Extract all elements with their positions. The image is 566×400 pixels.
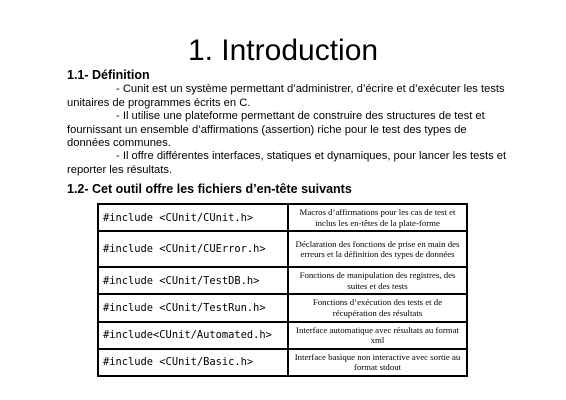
header-files-table [97, 203, 468, 377]
table-row [98, 349, 467, 376]
paragraph-definition [67, 83, 507, 110]
table-row [98, 204, 467, 231]
header-file-cell: #include <CUnit/TestDB.h> [98, 267, 288, 294]
paragraph-interfaces [67, 150, 507, 177]
header-description-cell: Fonctions de manipulation des registres, des suites et des tests [288, 267, 467, 294]
header-description-cell: Interface basique non interactive avec sortie au format stdout [288, 349, 467, 376]
table-row [98, 294, 467, 321]
header-file-cell: #include<CUnit/Automated.h> [98, 322, 288, 349]
section-heading-definition: 1.1- Définition [67, 68, 150, 82]
header-description-cell: Interface automatique avec résultats au format xml [288, 322, 467, 349]
header-description-cell: Macros d’affirmations pour les cas de test et inclus les en-têtes de la plate-forme [288, 204, 467, 231]
paragraph-text: - Il utilise une plateforme permettant de construire des structures de test et fournissant un ensemble d’affirmations (assertion) riche pour le test des types de données communes. [67, 110, 485, 150]
header-file-cell: #include <CUnit/TestRun.h> [98, 294, 288, 321]
table-row [98, 322, 467, 349]
slide-title: 1. Introduction [187, 34, 379, 67]
table-row [98, 267, 467, 294]
table-row [98, 231, 467, 267]
header-description-cell: Fonctions d’exécution des tests et de récupération des résultats [288, 294, 467, 321]
header-description-cell: Déclaration des fonctions de prise en main des erreurs et la définition des types de données [288, 231, 467, 267]
paragraph-text: - Cunit est un système permettant d’administrer, d’écrire et d’exécuter les tests unitaires de programmes écrits en C. [67, 83, 505, 109]
paragraph-platform [67, 110, 507, 151]
header-file-cell: #include <CUnit/CUnit.h> [98, 204, 288, 231]
header-file-cell: #include <CUnit/Basic.h> [98, 349, 288, 376]
paragraph-text: - Il offre différentes interfaces, statiques et dynamiques, pour lancer les tests et reporter les résultats. [67, 150, 507, 176]
section-heading-header-files: 1.2- Cet outil offre les fichiers d’en-tête suivants [67, 182, 352, 196]
header-file-cell: #include <CUnit/CUError.h> [98, 231, 288, 267]
